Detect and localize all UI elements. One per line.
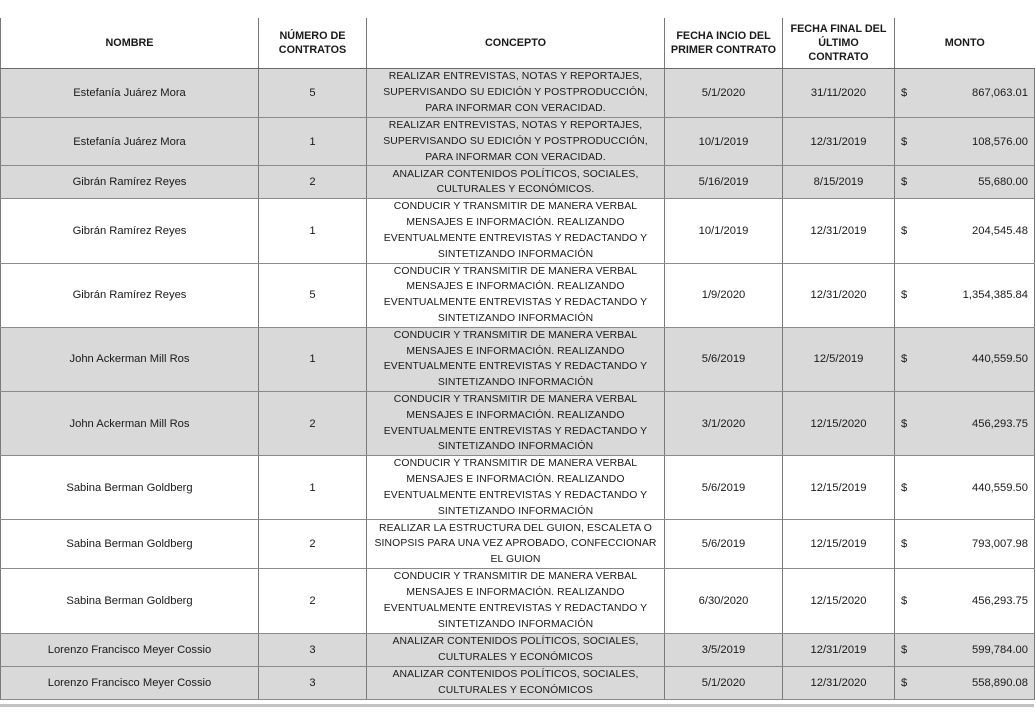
- cell-currency-sign: $: [895, 666, 923, 699]
- table-row: [1, 263, 1035, 327]
- cell-monto: 440,559.50: [923, 456, 1035, 520]
- cell-fecha-final: 12/15/2019: [783, 520, 895, 569]
- cell-concepto: CONDUCIR Y TRANSMITIR DE MANERA VERBAL MENSAJES E INFORMACIÓN. REALIZANDO EVENTUALMENTE ENTREVISTAS Y REDACTANDO Y SINTETIZANDO INFORMACIÓN: [367, 199, 665, 263]
- cell-nombre: Estefanía Juárez Mora: [1, 69, 259, 118]
- cell-numero: 1: [259, 199, 367, 263]
- bottom-divider: [0, 704, 1034, 707]
- cell-numero: 2: [259, 391, 367, 455]
- cell-fecha-inicio: 5/1/2020: [665, 666, 783, 699]
- table-row: [1, 666, 1035, 699]
- cell-monto: 558,890.08: [923, 666, 1035, 699]
- header-concepto: CONCEPTO: [367, 18, 665, 69]
- cell-currency-sign: $: [895, 569, 923, 633]
- cell-numero: 5: [259, 69, 367, 118]
- header-nombre: NOMBRE: [1, 18, 259, 69]
- header-numero-contratos: NÚMERO DE CONTRATOS: [259, 18, 367, 69]
- cell-concepto: CONDUCIR Y TRANSMITIR DE MANERA VERBAL MENSAJES E INFORMACIÓN. REALIZANDO EVENTUALMENTE ENTREVISTAS Y REDACTANDO Y SINTETIZANDO INFORMACIÓN: [367, 569, 665, 633]
- cell-fecha-final: 12/15/2020: [783, 391, 895, 455]
- cell-nombre: John Ackerman Mill Ros: [1, 391, 259, 455]
- cell-fecha-final: 8/15/2019: [783, 166, 895, 199]
- cell-fecha-inicio: 6/30/2020: [665, 569, 783, 633]
- contracts-table: [0, 18, 1035, 700]
- cell-monto: 1,354,385.84: [923, 263, 1035, 327]
- cell-concepto: CONDUCIR Y TRANSMITIR DE MANERA VERBAL MENSAJES E INFORMACIÓN. REALIZANDO EVENTUALMENTE ENTREVISTAS Y REDACTANDO Y SINTETIZANDO INFORMACIÓN: [367, 327, 665, 391]
- header-fecha-final: FECHA FINAL DEL ÚLTIMO CONTRATO: [783, 18, 895, 69]
- cell-concepto: REALIZAR LA ESTRUCTURA DEL GUION, ESCALETA O SINOPSIS PARA UNA VEZ APROBADO, CONFECCIONAR EL GUION: [367, 520, 665, 569]
- table-row: [1, 118, 1035, 166]
- cell-monto: 793,007.98: [923, 520, 1035, 569]
- cell-fecha-final: 12/15/2019: [783, 456, 895, 520]
- cell-currency-sign: $: [895, 199, 923, 263]
- table-row: [1, 327, 1035, 391]
- cell-fecha-inicio: 5/1/2020: [665, 69, 783, 118]
- header-monto: MONTO: [895, 18, 1035, 69]
- cell-monto: 599,784.00: [923, 633, 1035, 666]
- cell-concepto: CONDUCIR Y TRANSMITIR DE MANERA VERBAL MENSAJES E INFORMACIÓN. REALIZANDO EVENTUALMENTE ENTREVISTAS Y REDACTANDO Y SINTETIZANDO INFORMACIÓN: [367, 263, 665, 327]
- cell-fecha-final: 12/5/2019: [783, 327, 895, 391]
- cell-currency-sign: $: [895, 166, 923, 199]
- cell-fecha-final: 12/31/2019: [783, 118, 895, 166]
- cell-nombre: Gibrán Ramírez Reyes: [1, 166, 259, 199]
- cell-fecha-inicio: 1/9/2020: [665, 263, 783, 327]
- cell-monto: 204,545.48: [923, 199, 1035, 263]
- cell-concepto: ANALIZAR CONTENIDOS POLÍTICOS, SOCIALES, CULTURALES Y ECONÓMICOS.: [367, 166, 665, 199]
- cell-concepto: REALIZAR ENTREVISTAS, NOTAS Y REPORTAJES, SUPERVISANDO SU EDICIÓN Y POSTPRODUCCIÓN, PARA INFORMAR CON VERACIDAD.: [367, 118, 665, 166]
- table-row: [1, 633, 1035, 666]
- cell-nombre: Lorenzo Francisco Meyer Cossio: [1, 666, 259, 699]
- cell-fecha-final: 31/11/2020: [783, 69, 895, 118]
- cell-fecha-inicio: 5/6/2019: [665, 327, 783, 391]
- cell-numero: 5: [259, 263, 367, 327]
- table-row: [1, 166, 1035, 199]
- cell-nombre: John Ackerman Mill Ros: [1, 327, 259, 391]
- table-row: [1, 199, 1035, 263]
- header-fecha-inicio: FECHA INCIO DEL PRIMER CONTRATO: [665, 18, 783, 69]
- cell-numero: 1: [259, 456, 367, 520]
- cell-currency-sign: $: [895, 391, 923, 455]
- cell-concepto: CONDUCIR Y TRANSMITIR DE MANERA VERBAL MENSAJES E INFORMACIÓN. REALIZANDO EVENTUALMENTE ENTREVISTAS Y REDACTANDO Y SINTETIZANDO INFORMACIÓN: [367, 456, 665, 520]
- cell-fecha-inicio: 5/6/2019: [665, 520, 783, 569]
- cell-fecha-inicio: 5/6/2019: [665, 456, 783, 520]
- contracts-sheet: [0, 18, 1034, 700]
- cell-currency-sign: $: [895, 327, 923, 391]
- cell-currency-sign: $: [895, 520, 923, 569]
- cell-currency-sign: $: [895, 456, 923, 520]
- cell-monto: 456,293.75: [923, 569, 1035, 633]
- cell-fecha-final: 12/31/2019: [783, 199, 895, 263]
- cell-nombre: Sabina Berman Goldberg: [1, 456, 259, 520]
- cell-fecha-final: 12/31/2020: [783, 263, 895, 327]
- cell-monto: 440,559.50: [923, 327, 1035, 391]
- cell-fecha-inicio: 3/5/2019: [665, 633, 783, 666]
- table-row: [1, 520, 1035, 569]
- cell-fecha-inicio: 3/1/2020: [665, 391, 783, 455]
- cell-fecha-inicio: 10/1/2019: [665, 118, 783, 166]
- cell-nombre: Sabina Berman Goldberg: [1, 520, 259, 569]
- cell-numero: 1: [259, 327, 367, 391]
- cell-nombre: Gibrán Ramírez Reyes: [1, 199, 259, 263]
- cell-currency-sign: $: [895, 69, 923, 118]
- cell-fecha-final: 12/31/2020: [783, 666, 895, 699]
- cell-concepto: ANALIZAR CONTENIDOS POLÍTICOS, SOCIALES, CULTURALES Y ECONÓMICOS: [367, 666, 665, 699]
- cell-fecha-final: 12/15/2020: [783, 569, 895, 633]
- cell-nombre: Lorenzo Francisco Meyer Cossio: [1, 633, 259, 666]
- cell-concepto: CONDUCIR Y TRANSMITIR DE MANERA VERBAL MENSAJES E INFORMACIÓN. REALIZANDO EVENTUALMENTE ENTREVISTAS Y REDACTANDO Y SINTETIZANDO INFORMACIÓN: [367, 391, 665, 455]
- cell-fecha-final: 12/31/2019: [783, 633, 895, 666]
- table-row: [1, 456, 1035, 520]
- cell-concepto: ANALIZAR CONTENIDOS POLÍTICOS, SOCIALES, CULTURALES Y ECONÓMICOS: [367, 633, 665, 666]
- table-row: [1, 69, 1035, 118]
- cell-currency-sign: $: [895, 263, 923, 327]
- cell-monto: 867,063.01: [923, 69, 1035, 118]
- cell-numero: 3: [259, 633, 367, 666]
- cell-fecha-inicio: 5/16/2019: [665, 166, 783, 199]
- header-row: [1, 18, 1035, 69]
- cell-numero: 2: [259, 569, 367, 633]
- cell-currency-sign: $: [895, 633, 923, 666]
- cell-numero: 2: [259, 166, 367, 199]
- cell-monto: 456,293.75: [923, 391, 1035, 455]
- cell-concepto: REALIZAR ENTREVISTAS, NOTAS Y REPORTAJES, SUPERVISANDO SU EDICIÓN Y POSTPRODUCCIÓN, PARA INFORMAR CON VERACIDAD.: [367, 69, 665, 118]
- cell-numero: 1: [259, 118, 367, 166]
- table-row: [1, 569, 1035, 633]
- cell-numero: 2: [259, 520, 367, 569]
- cell-numero: 3: [259, 666, 367, 699]
- cell-currency-sign: $: [895, 118, 923, 166]
- cell-monto: 108,576.00: [923, 118, 1035, 166]
- cell-nombre: Estefanía Juárez Mora: [1, 118, 259, 166]
- cell-monto: 55,680.00: [923, 166, 1035, 199]
- table-row: [1, 391, 1035, 455]
- cell-fecha-inicio: 10/1/2019: [665, 199, 783, 263]
- cell-nombre: Sabina Berman Goldberg: [1, 569, 259, 633]
- cell-nombre: Gibrán Ramírez Reyes: [1, 263, 259, 327]
